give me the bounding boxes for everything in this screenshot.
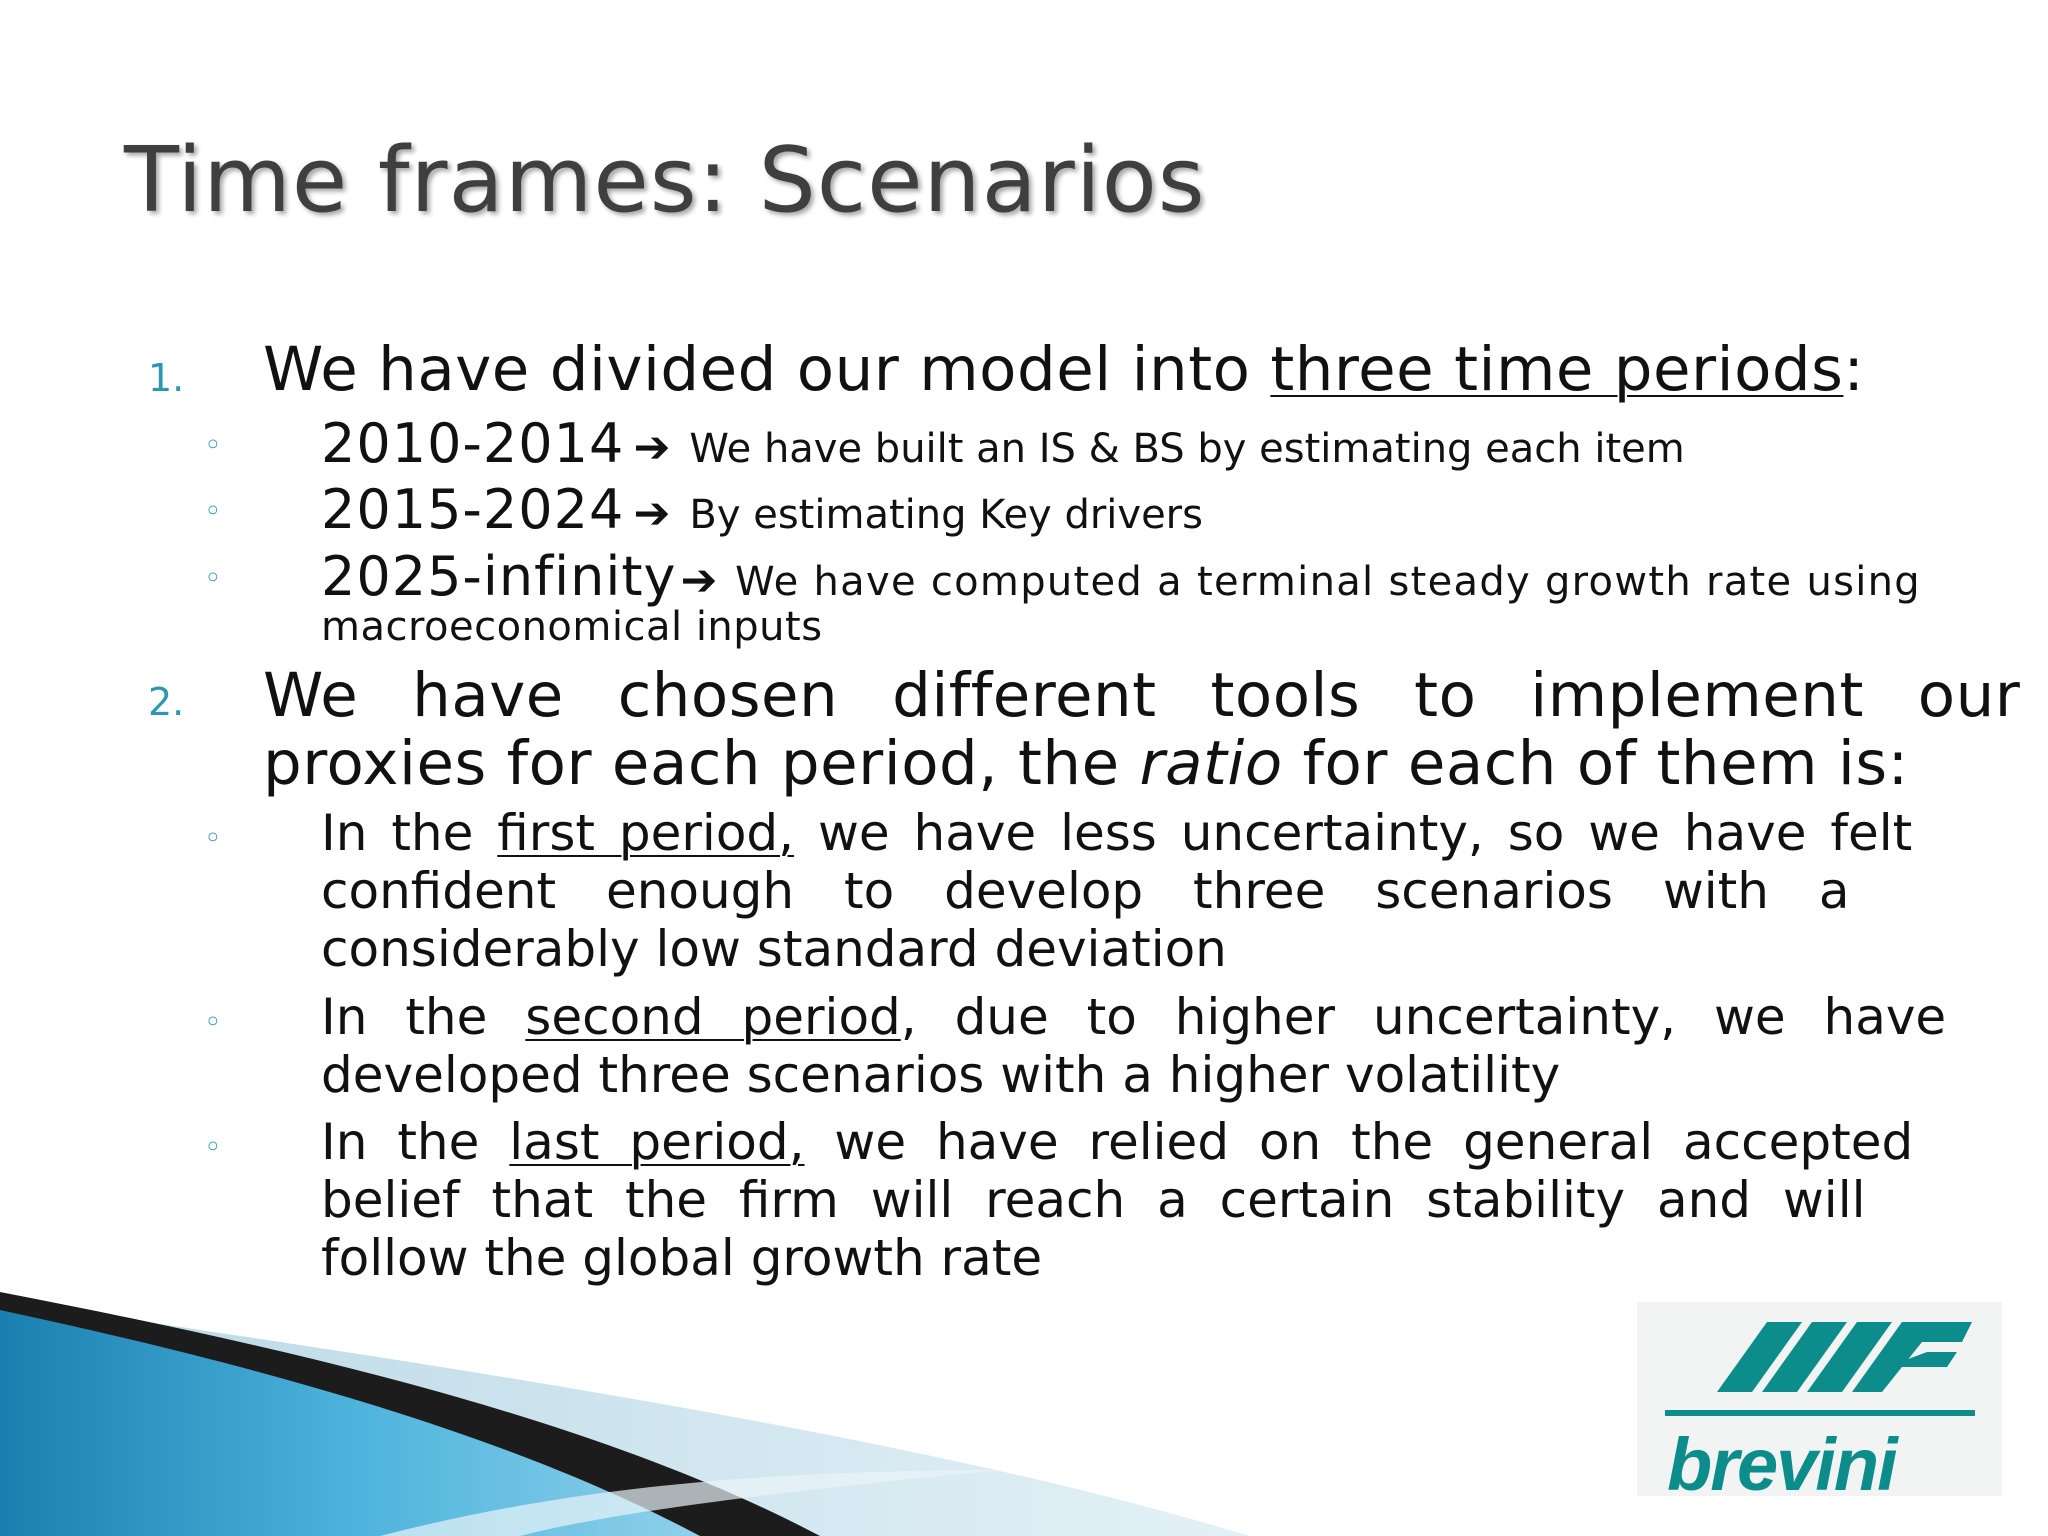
slide-title: Time frames: Scenarios: [124, 128, 1206, 233]
list-item-continuation: considerably low standard deviation: [321, 920, 1227, 978]
list-item: In the second period, due to higher uncertainty, we have: [321, 988, 1947, 1046]
bullet-marker: ◦: [204, 428, 222, 463]
arrow-icon: ➔: [680, 555, 718, 606]
bullet-marker: ◦: [204, 1130, 222, 1165]
list-item-continuation: follow the global growth rate: [321, 1229, 1043, 1287]
logo-text: brevini: [1667, 1423, 1896, 1506]
list-item: 2015-2024 ➔ By estimating Key drivers: [321, 478, 1203, 541]
list-item-text: We have chosen different tools to implement our: [263, 660, 2021, 731]
list-number: 2.: [148, 680, 185, 724]
bullet-marker: ◦: [204, 561, 222, 596]
list-item: 2025-infinity➔ We have computed a terminal steady growth rate using: [321, 545, 1921, 608]
arrow-icon: ➔: [633, 488, 671, 539]
list-item: In the first period, we have less uncertainty, so we have felt: [321, 804, 1913, 862]
list-item: In the last period, we have relied on the general accepted: [321, 1113, 1914, 1171]
bullet-marker: ◦: [204, 821, 222, 856]
bullet-marker: ◦: [204, 1005, 222, 1040]
bullet-marker: ◦: [204, 494, 222, 529]
arrow-icon: ➔: [633, 422, 671, 473]
list-number: 1.: [148, 356, 185, 400]
list-item: 2010-2014 ➔ We have built an IS & BS by estimating each item: [321, 412, 1685, 475]
list-item-continuation: belief that the firm will reach a certain stability and will: [321, 1171, 1866, 1229]
list-item-continuation: confident enough to develop three scenarios with a: [321, 862, 1850, 920]
list-item-text: We have divided our model into three time periods:: [263, 334, 1865, 405]
list-item-text: proxies for each period, the ratio for each of them is:: [263, 728, 1909, 799]
list-item-continuation: macroeconomical inputs: [321, 604, 823, 650]
brevini-logo: [1637, 1302, 2002, 1506]
list-item-continuation: developed three scenarios with a higher volatility: [321, 1046, 1561, 1104]
